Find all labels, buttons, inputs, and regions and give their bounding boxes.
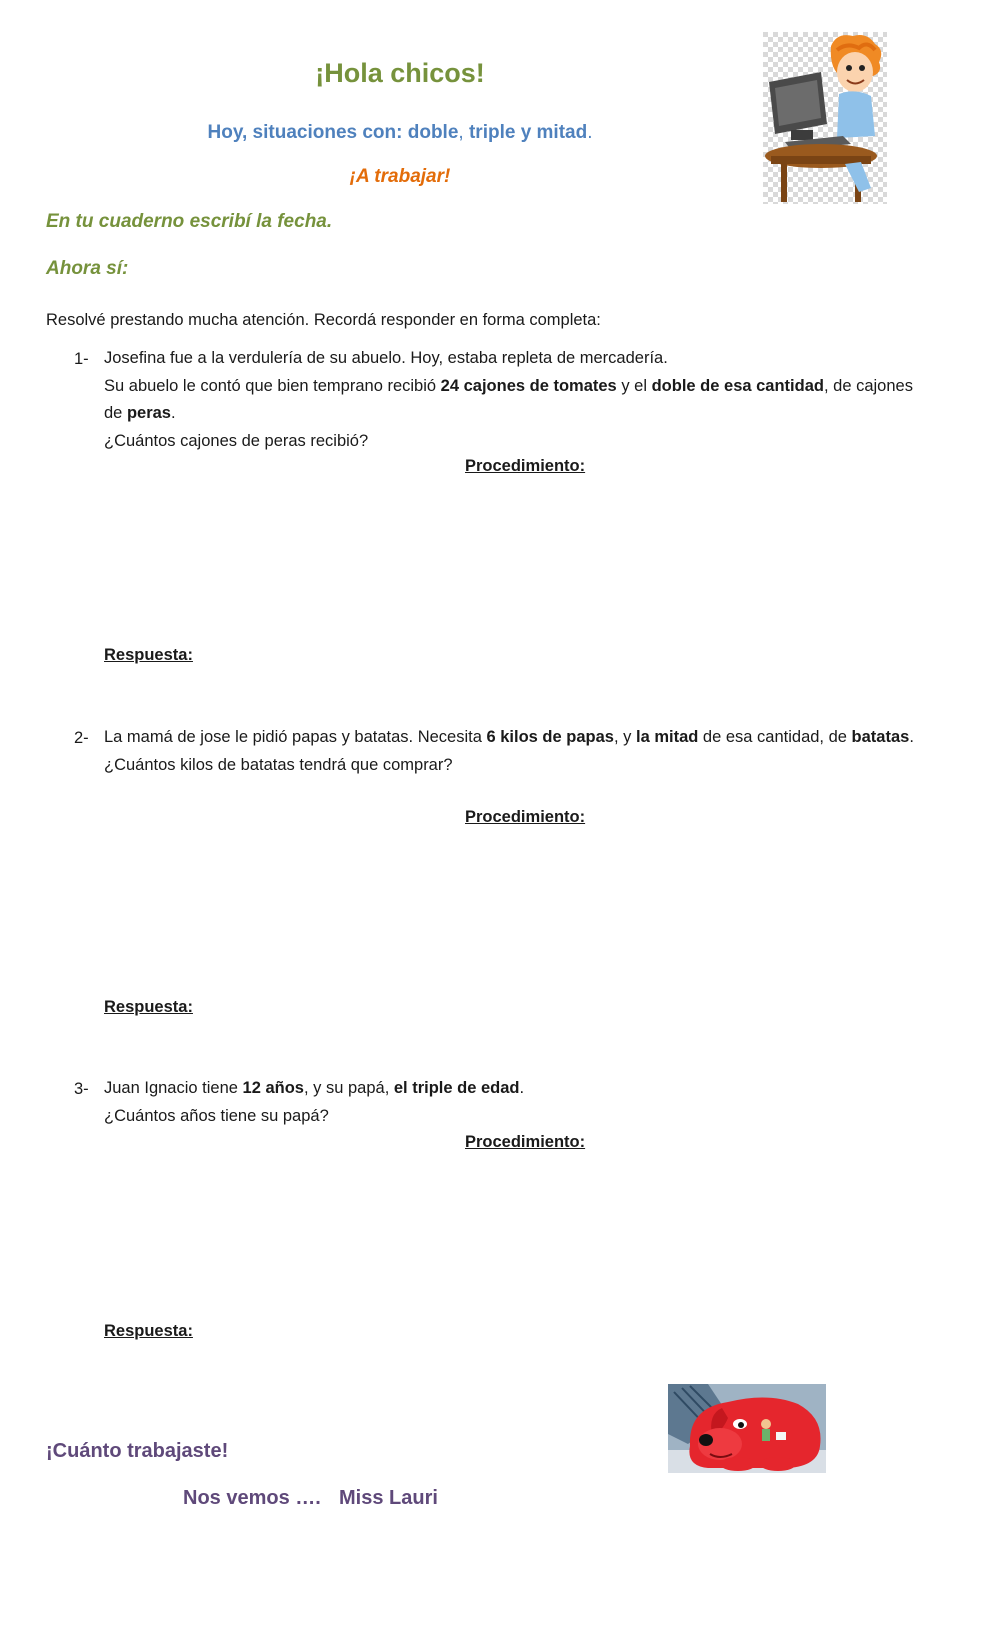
now-heading: Ahora sí:: [46, 258, 129, 279]
problem-1-text: [104, 345, 924, 455]
problem-2-text: [104, 724, 924, 779]
subtitle: [0, 122, 800, 144]
problem-1-answer-label: Respuesta:: [104, 646, 193, 664]
page-title: ¡Hola chicos!: [315, 58, 485, 88]
red-dog-icon: [668, 1384, 826, 1473]
problem-3-procedure-label: Procedimiento:: [465, 1133, 586, 1151]
boy-at-computer-icon: [763, 32, 887, 204]
problem-2-procedure-label: Procedimiento:: [465, 808, 586, 826]
teacher-signature: Miss Lauri: [339, 1487, 438, 1509]
problem-3-question: ¿Cuántos años tiene su papá?: [104, 1106, 329, 1125]
problem-3-number: 3-: [74, 1080, 89, 1098]
problem-1-number: 1-: [74, 350, 89, 368]
problem-1-procedure-label: Procedimiento:: [465, 457, 586, 475]
problem-2-number: 2-: [74, 729, 89, 747]
subtitle-comma: ,: [458, 122, 464, 143]
problem-1-question: ¿Cuántos cajones de peras recibió?: [104, 431, 369, 450]
cheer-text: ¡A trabajar!: [349, 166, 451, 187]
subtitle-prefix: Hoy, situaciones con: doble: [207, 122, 459, 143]
subtitle-end: .: [587, 122, 593, 143]
problem-3-answer-label: Respuesta:: [104, 1322, 193, 1340]
subtitle-middle: triple y mitad: [463, 122, 588, 143]
problem-1-line1: Josefina fue a la verdulería de su abuelo. Hoy, estaba repleta de mercadería.: [104, 349, 668, 367]
problem-2-line1: La mamá de jose le pidió papas y batatas. Necesita 6 kilos de papas, y la mitad de esa cantidad, de batatas.: [104, 728, 914, 746]
closing-text: ¡Cuánto trabajaste!: [46, 1440, 229, 1462]
problem-3-text: [104, 1075, 924, 1130]
intro-text: Resolvé prestando mucha atención. Recordá responder en forma completa:: [46, 311, 601, 329]
date-instruction: En tu cuaderno escribí la fecha.: [46, 211, 333, 232]
problem-2-answer-label: Respuesta:: [104, 998, 193, 1016]
problem-1-line2: Su abuelo le contó que bien temprano recibió 24 cajones de tomates y el doble de esa cantidad, de cajones de peras.: [104, 376, 913, 422]
problem-3-line1: Juan Ignacio tiene 12 años, y su papá, el triple de edad.: [104, 1079, 525, 1097]
problem-2-question: ¿Cuántos kilos de batatas tendrá que comprar?: [104, 755, 453, 774]
see-you-text: Nos vemos ….: [183, 1487, 321, 1509]
